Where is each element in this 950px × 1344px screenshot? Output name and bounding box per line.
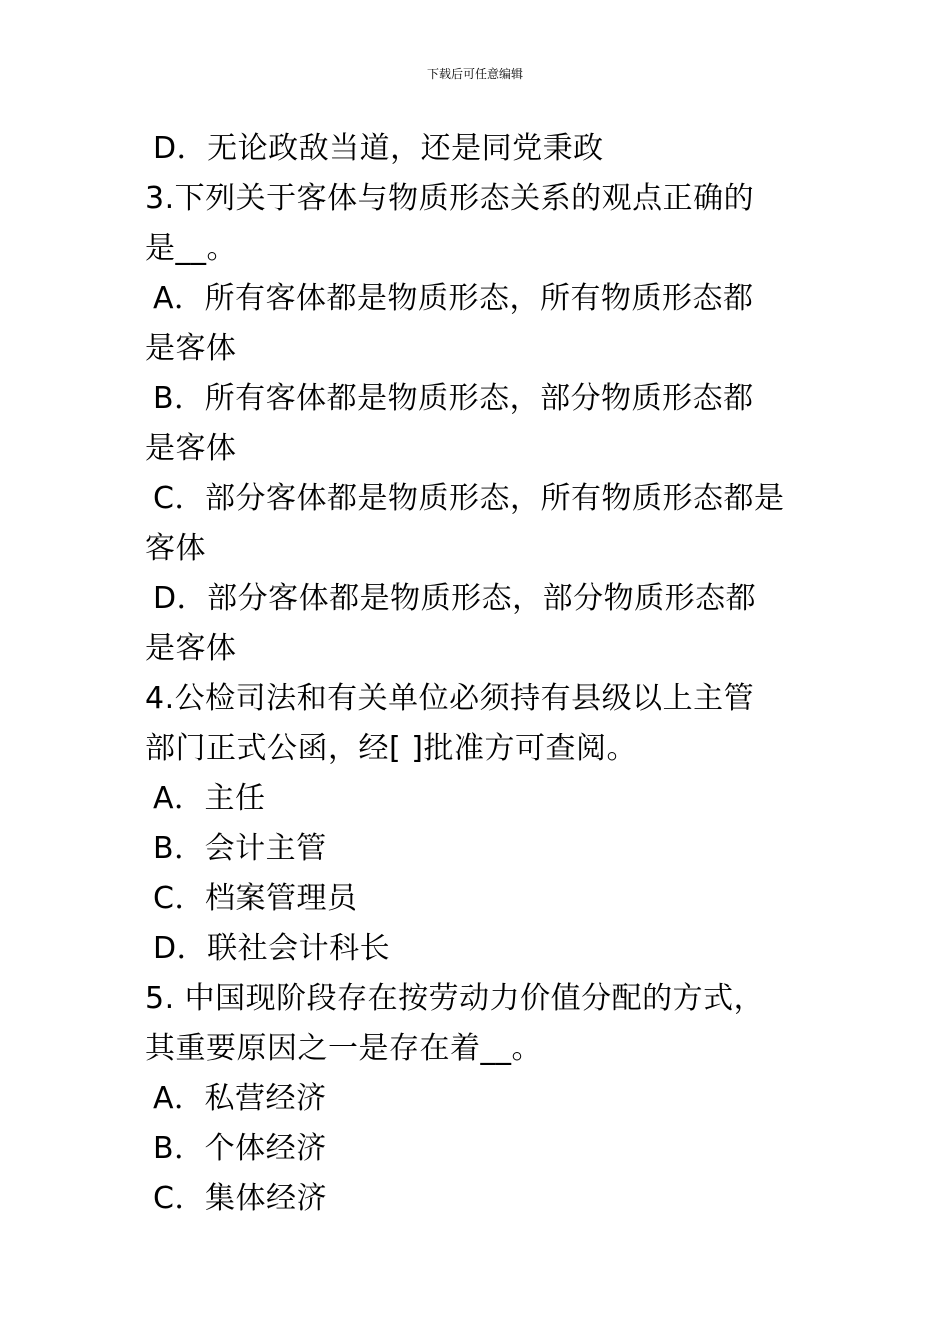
option-line: B．个体经济: [153, 1131, 327, 1166]
question-line: 4.公检司法和有关单位必须持有县级以上主管: [145, 681, 755, 716]
option-line: B．所有客体都是物质形态，部分物质形态都: [153, 381, 754, 416]
option-line: A．主任: [153, 781, 266, 816]
question-line: 3.下列关于客体与物质形态关系的观点正确的: [145, 181, 755, 216]
question-line: 部门正式公函，经[ ]批准方可查阅。: [145, 731, 637, 766]
question-line: 5. 中国现阶段存在按劳动力价值分配的方式，: [145, 981, 765, 1016]
page-header-note: 下载后可任意编辑: [426, 67, 523, 81]
document-body: [145, 124, 810, 1224]
option-line-continued: 是客体: [145, 431, 237, 466]
option-line: C．部分客体都是物质形态，所有物质形态都是: [153, 481, 785, 516]
option-line: C．档案管理员: [153, 881, 358, 916]
option-line: D．无论政敌当道，还是同党秉政: [153, 131, 604, 166]
option-line-continued: 是客体: [145, 331, 237, 366]
option-line: D．联社会计科长: [153, 931, 391, 966]
option-line-continued: 是客体: [145, 631, 237, 666]
option-line: B．会计主管: [153, 831, 327, 866]
option-line: C．集体经济: [153, 1181, 327, 1216]
question-line: 是__。: [145, 231, 237, 266]
option-line: A．私营经济: [153, 1081, 327, 1116]
question-line: 其重要原因之一是存在着__。: [145, 1031, 542, 1066]
option-line: A．所有客体都是物质形态，所有物质形态都: [153, 281, 754, 316]
option-line: D．部分客体都是物质形态，部分物质形态都: [153, 581, 757, 616]
option-line-continued: 客体: [145, 531, 206, 566]
